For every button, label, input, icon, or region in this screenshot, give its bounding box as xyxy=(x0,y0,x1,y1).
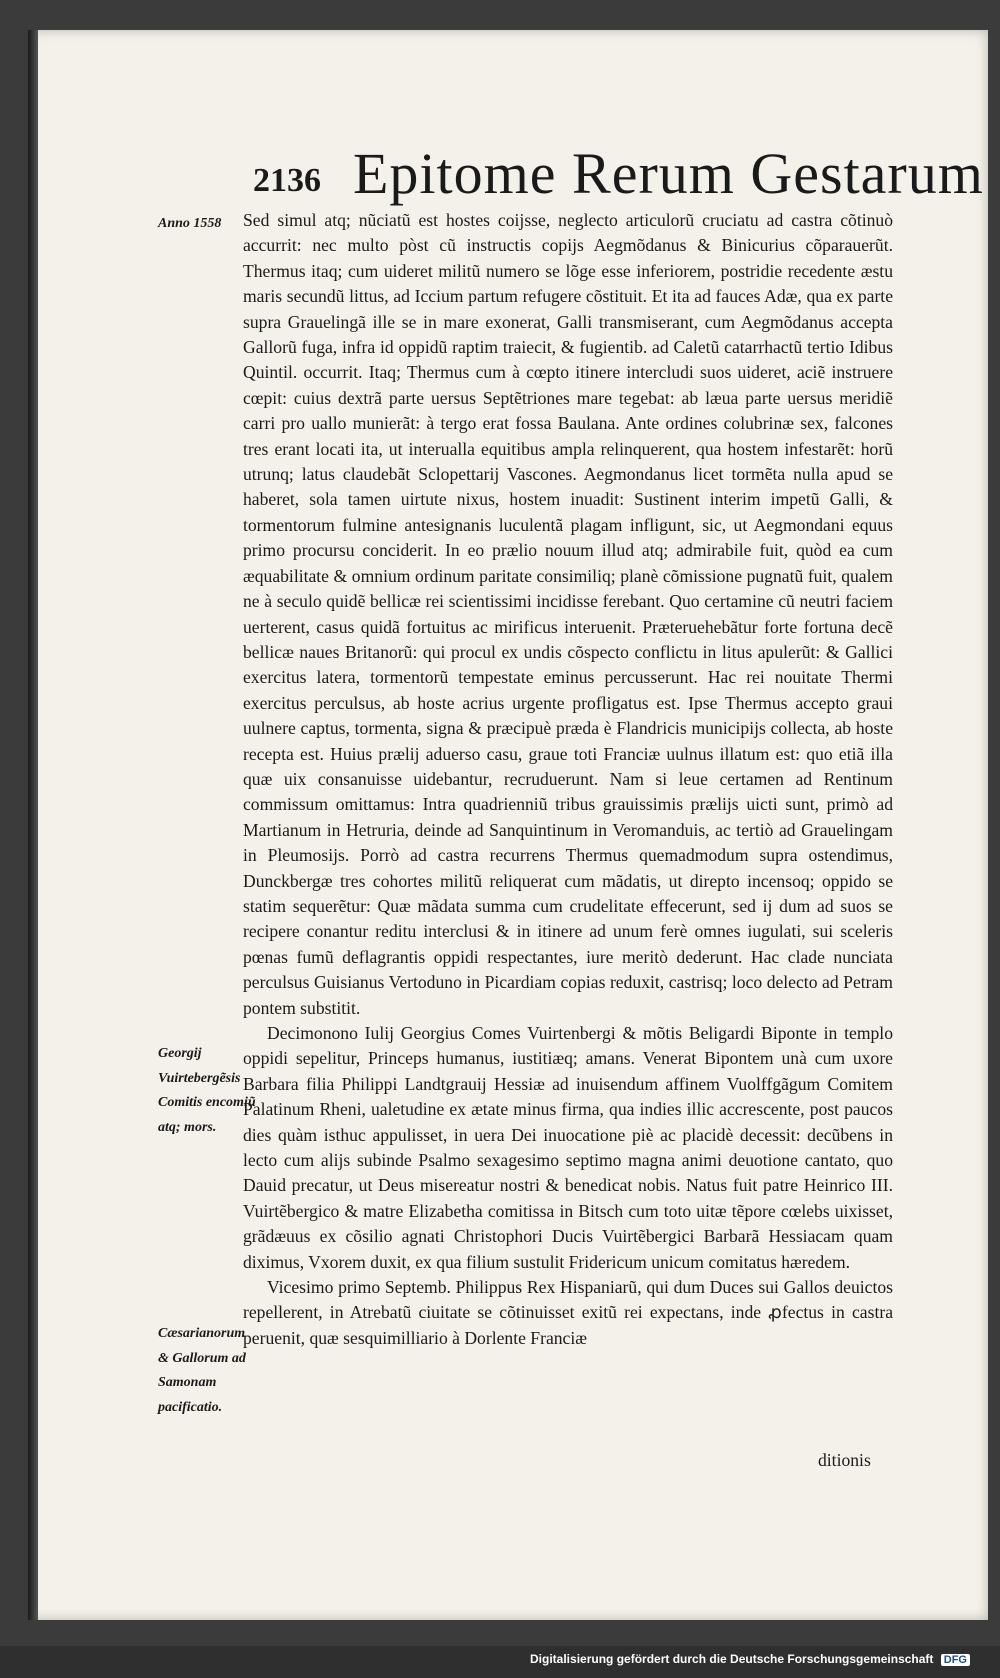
footer-bar xyxy=(0,1646,1000,1678)
main-text xyxy=(243,208,893,1351)
margin-note-caesarianorum: Cæsarianorum & Gallorum ad Samonam pacificatio. xyxy=(158,1326,246,1415)
catchword: ditionis xyxy=(818,1450,871,1470)
paragraph-thermus-battle: Sed simul atq; nũciatũ est hostes coijsse, neglecto articulorũ cruciatu ad castra cõtinuò accurrit: nec multo pòst cũ instructis copijs Aegmõdanus & Binicurius cõparauerũt. Thermus itaq; cum uideret militũ numero se lõge esse inferiorem, postridie recedente æstu maris secundũ littus, ad Iccium partum refugere cõstituit. Et ita ad fauces Adæ, qua ex parte supra Grauelingã ille se in mare exonerat, Galli transmiserant, cum Aegmõdanus accepta Gallorũ fuga, infra id oppidũ raptim traiecit, & fugientib. ad Caletũ catarrhactũ tertio Idibus Quintil. occurrit. Itaq; Thermus cum à cœpto itinere intercludi suos uideret, aciẽ instruere cœpit: cuius dextrã parte uersus Septẽtriones mare tegebat: ab læua parte uersus meridiẽ carri pro uallo munierãt: à tergo erat fossa Baulana. Ante ordines colubrinæ sex, falcones tres erant locati ita, ut interualla equitibus ampla relinquerent, qua hostem infestarẽt: horũ utrunq; latus claudebãt Sclopettarij Vascones. Aegmondanus licet tormẽta nulla apud se haberet, sola tamen uirtute nixus, hostem inuadit: Sustinent interim impetũ Galli, & tormentorum fulmine antesignanis luculentã plagam infligunt, sic, ut Aegmondani equus primo procursu conciderit. In eo prælio nouum illud atq; admirabile fuit, quòd ea cum æquabilitate & omnium ordinum paritate consimiliq; planè cõmissione pugnatũ fuit, qualem ne à seculo quidẽ bellicæ rei scientissimi incidisse ferebant. Quo certamine cũ neutri faciem uerterent, casus quidã fortuitus ac mirificus interuenit. Præteruehebãtur forte fortuna decẽ bellicæ naues Britanorũ: qui procul ex undis cõspecto conflictu in litus apulerũt: & Gallici exercitus latera, tormentorũ tempestate eminus percusserunt. Hac rei nouitate Thermi exercitus perculsus, ab hoste acrius urgente profligatus est. Ipse Thermus accepto graui uulnere captus, tormenta, signa & præcipuè præda è Flandricis municipijs collecta, ab hoste recepta est. Huius prælij aduerso casu, graue toti Franciæ uulnus illatum est: quo etiã illa quæ uix consanuisse uidebantur, recruduerunt. Nam si leue certamen ad Rentinum commissum omittamus: Intra quadrienniũ tribus grauissimis prælijs uicti sunt, primò ad Martianum in Hetruria, deinde ad Sanquintinum in Veromanduis, ac tertiò ad Grauelingam in Pleumosijs. Porrò ad castra recurrens Thermus quemadmodum supra ostendimus, Dunckbergæ tres cohortes militũ reliquerat cum mãdatis, ut direpto incensoq; oppido se statim sequerẽtur: Quæ mãdata summa cum crudelitate effecerunt, sed ij dum ad suos se recipere conantur reditu interclusi & in itinere ad unum ferè omnes iugulati, sui sceleris pœnas fumũ deflagrantis oppidi respectantes, iure meritò dederunt. Hac clade nunciata perculsus Guisianus Vertoduno in Picardiam copias reduxit, castrisq; loco delecto ad Petram pontem substitit. xyxy=(243,210,893,1018)
page-header xyxy=(253,140,984,206)
funding-credit xyxy=(530,1652,970,1666)
running-title: Epitome Rerum Gestarum xyxy=(353,141,984,206)
margin-note-georgii: Georgij Vuirtebergẽsis Comitis encomiũ atq; mors. xyxy=(158,1046,256,1135)
margin-note-year: Anno 1558 xyxy=(158,216,222,231)
paragraph-philippus: Vicesimo primo Septemb. Philippus Rex Hispaniarũ, qui dum Duces sui Gallos deuictos repellerent, in Atrebatũ ciuitate se cõtinuisset exitũ rei expectans, inde ꝓfectus in castra peruenit, quæ sesquimilliario à Dorlente Franciæ xyxy=(243,1277,893,1348)
dfg-logo: DFG xyxy=(941,1654,970,1666)
page-gutter xyxy=(28,30,38,1620)
book-page xyxy=(28,30,988,1620)
page-number: 2136 xyxy=(253,162,321,199)
paragraph-georgius: Decimonono Iulij Georgius Comes Vuirtenbergi & mõtis Beligardi Biponte in templo oppidi sepelitur, Princeps humanus, iustitiæq; amans. Venerat Bipontem unà cum uxore Barbara filia Philippi Landtgrauij Hessiæ ad inuisendum affinem Vuolffgãgum Comitem Palatinum Rheni, ualetudine ex ætate minus firma, qua indies illic accrescente, post paucos dies quàm isthuc appulisset, in uera Dei inuocatione piè ac placidè decessit: decũbens in lecto cum alijs subinde Psalmo sexagesimo septimo magna animi deuotione cantato, quo Dauid precatur, ut Deus misereatur nostri & benedicat nobis. Natus fuit patre Heinrico III. Vuirtẽbergico & matre Elizabetha comitissa in Bitsch cum toto uitæ tẽpore cœlebs uixisset, grãdæuus ex cõsilio agnati Christophori Ducis Vuirtẽbergici Barbarã Hessiacam quam diximus, Vxorem duxit, ex qua filium sustulit Fridericum unicum comitatus hæredem. xyxy=(243,1023,893,1272)
funding-credit-text: Digitalisierung gefördert durch die Deutsche Forschungsgemeinschaft xyxy=(530,1652,934,1666)
